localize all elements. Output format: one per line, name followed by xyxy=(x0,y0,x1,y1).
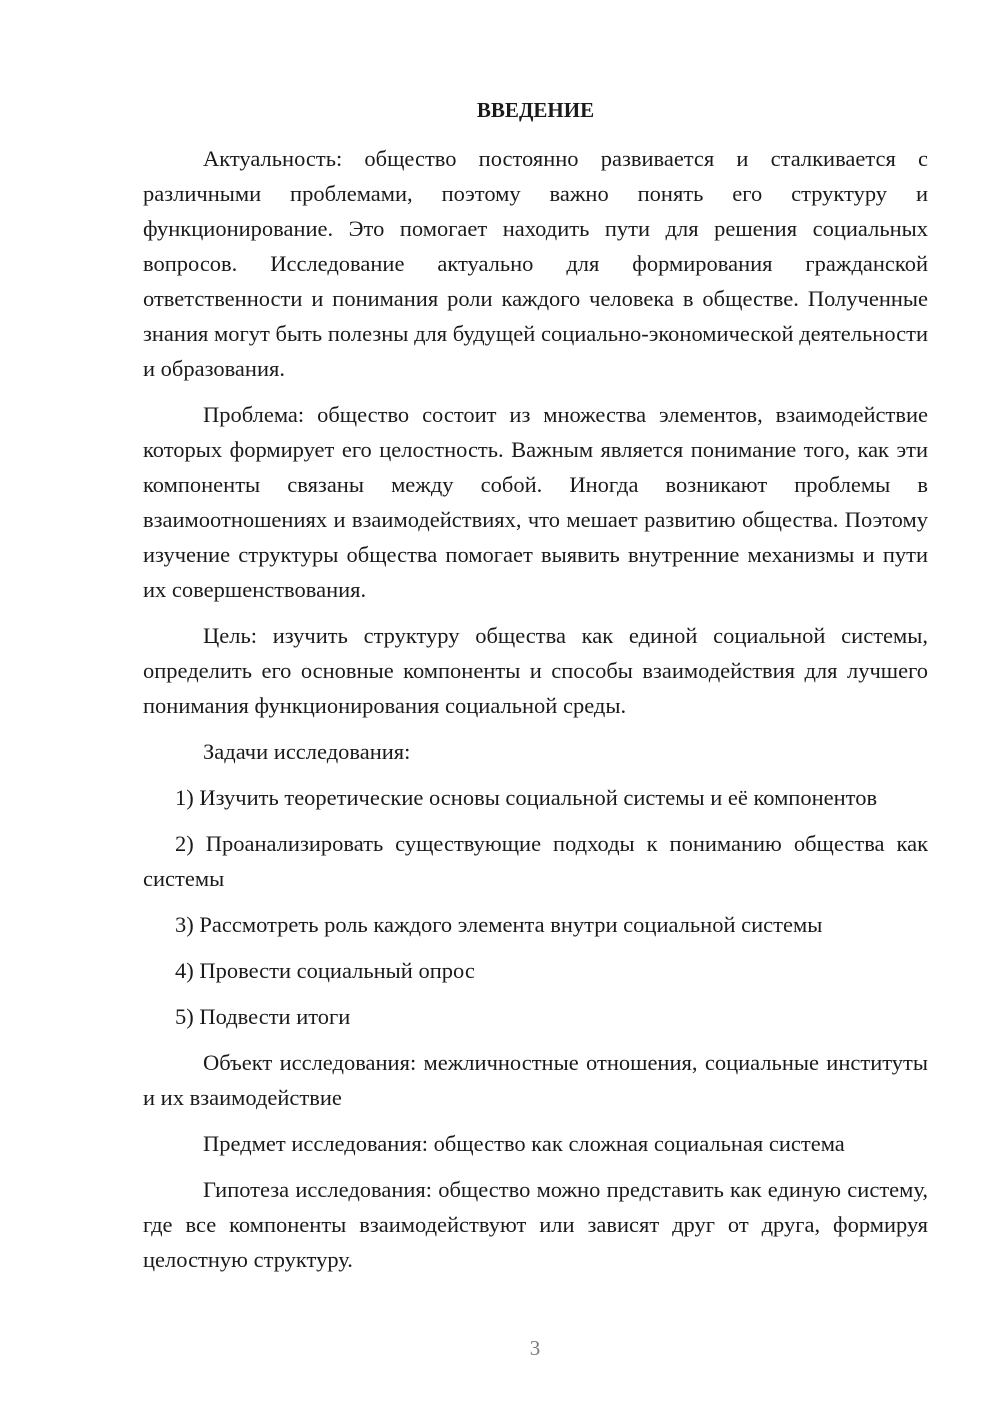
subject-paragraph: Предмет исследования: общество как сложная социальная система xyxy=(203,1131,845,1156)
task-number: 5) xyxy=(175,1004,194,1029)
task-number: 4) xyxy=(175,958,194,983)
task-number: 3) xyxy=(175,912,194,937)
task-text: Подвести итоги xyxy=(199,1004,351,1029)
object-paragraph: Объект исследования: межличностные отношения, социальные институты и их взаимодействие xyxy=(143,1050,928,1110)
tasks-list xyxy=(143,780,928,1034)
document-page xyxy=(143,92,928,1288)
task-text: Проанализировать существующие подходы к пониманию общества как системы xyxy=(143,831,929,891)
goal-paragraph: Цель: изучить структуру общества как единой социальной системы, определить его основные компоненты и способы взаимодействия для лучшего понимания функционирования социальной среды. xyxy=(143,623,928,718)
task-text: Рассмотреть роль каждого элемента внутри социальной системы xyxy=(199,912,823,937)
relevance-paragraph: Актуальность: общество постоянно развивается и сталкивается с различными проблемами, поэтому важно понять его структуру и функционирование. Это помогает находить пути для решения социальных вопросов. Исследование актуально для формирования гражданской ответственности и понимания роли каждого человека в обществе. Полученные знания могут быть полезны для будущей социально-экономической деятельности и образования. xyxy=(143,146,928,381)
task-item-5 xyxy=(143,999,928,1034)
task-number: 2) xyxy=(175,831,194,856)
hypothesis-paragraph: Гипотеза исследования: общество можно представить как единую систему, где все компоненты взаимодействуют или зависят друг от друга, формируя целостную структуру. xyxy=(143,1177,928,1272)
task-item-2 xyxy=(143,826,928,896)
tasks-heading: Задачи исследования: xyxy=(203,739,411,764)
page-number: 3 xyxy=(529,1336,541,1360)
task-item-4 xyxy=(143,953,928,988)
task-item-3 xyxy=(143,907,928,942)
section-title: ВВЕДЕНИЕ xyxy=(476,98,595,122)
task-number: 1) xyxy=(175,785,194,810)
task-item-1 xyxy=(143,780,928,815)
task-text: Провести социальный опрос xyxy=(199,958,475,983)
problem-paragraph: Проблема: общество состоит из множества элементов, взаимодействие которых формирует его целостность. Важным является понимание того, как эти компоненты связаны между собой. Иногда возникают проблемы в взаимоотношениях и взаимодействиях, что мешает развитию общества. Поэтому изучение структуры общества помогает выявить внутренние механизмы и пути их совершенствования. xyxy=(143,402,928,602)
task-text: Изучить теоретические основы социальной системы и её компонентов xyxy=(199,785,878,810)
